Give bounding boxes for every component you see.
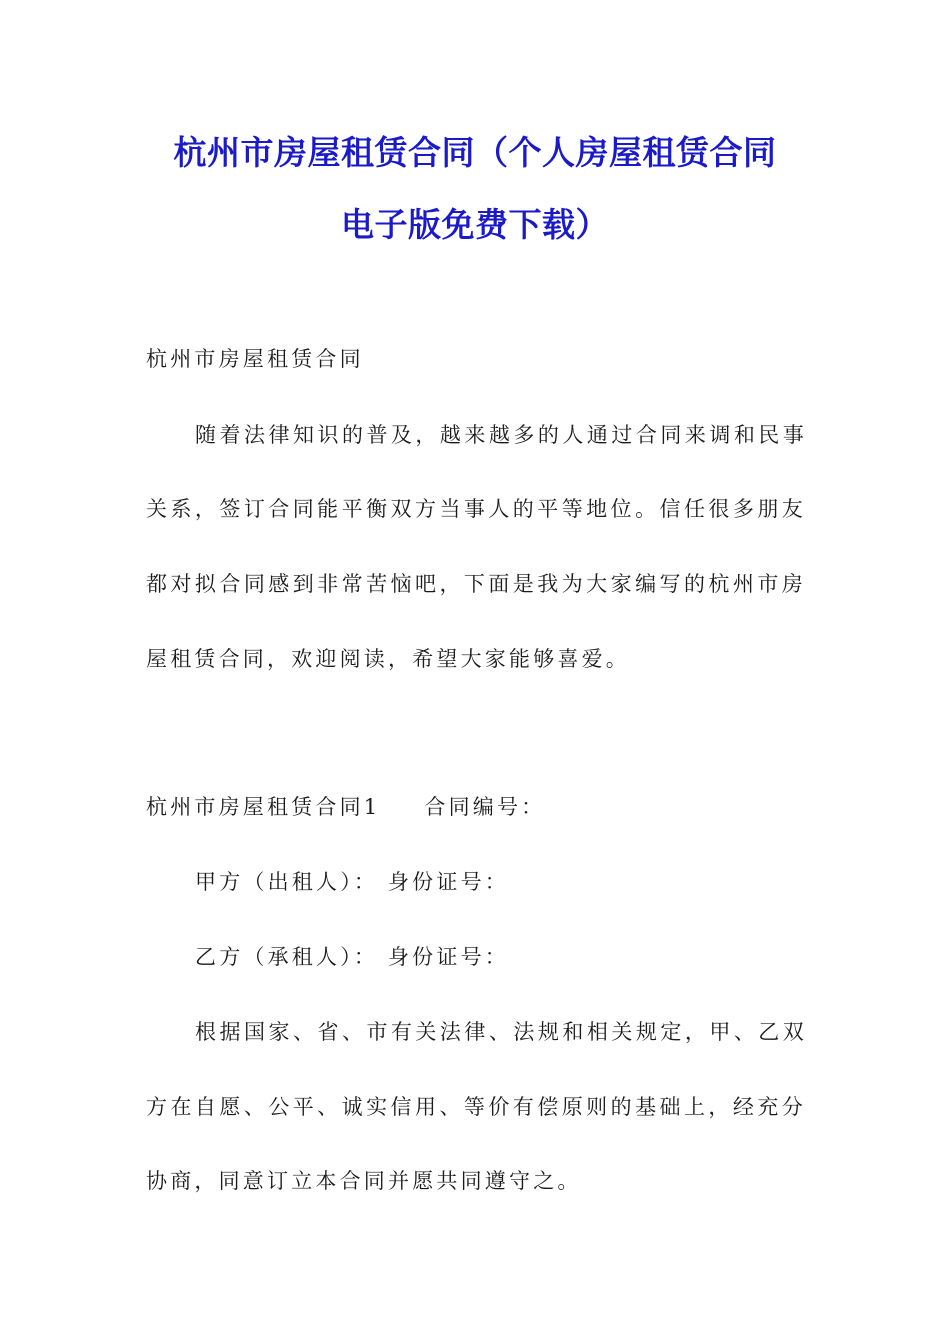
basis-paragraph-line: 根据国家、省、市有关法律、法规和相关规定，甲、乙双: [195, 1020, 807, 1044]
intro-paragraph-line: 随着法律知识的普及，越来越多的人通过合同来调和民事: [195, 423, 807, 447]
party-a-line: 甲方（出租人）： 身份证号：: [195, 870, 509, 894]
party-b-line: 乙方（承租人）： 身份证号：: [195, 945, 509, 969]
contract-title: 杭州市房屋租赁合同1: [146, 795, 381, 819]
document-title-line-1: 杭州市房屋租赁合同（个人房屋租赁合同: [173, 133, 777, 172]
basis-paragraph-line: 方在自愿、公平、诚实信用、等价有偿原则的基础上，经充分: [146, 1095, 806, 1119]
intro-paragraph-line: 都对拟合同感到非常苦恼吧，下面是我为大家编写的杭州市房: [146, 572, 806, 596]
basis-paragraph-line: 协商，同意订立本合同并愿共同遵守之。: [146, 1169, 582, 1193]
document-title-line-2: 电子版免费下载）: [341, 205, 609, 244]
section-heading: 杭州市房屋租赁合同: [146, 347, 364, 371]
contract-number-label: 合同编号：: [424, 795, 546, 819]
contract-title-row: [146, 792, 806, 822]
intro-paragraph-line: 关系，签订合同能平衡双方当事人的平等地位。信任很多朋友: [146, 497, 806, 521]
intro-paragraph-line: 屋租赁合同，欢迎阅读，希望大家能够喜爱。: [146, 647, 630, 671]
